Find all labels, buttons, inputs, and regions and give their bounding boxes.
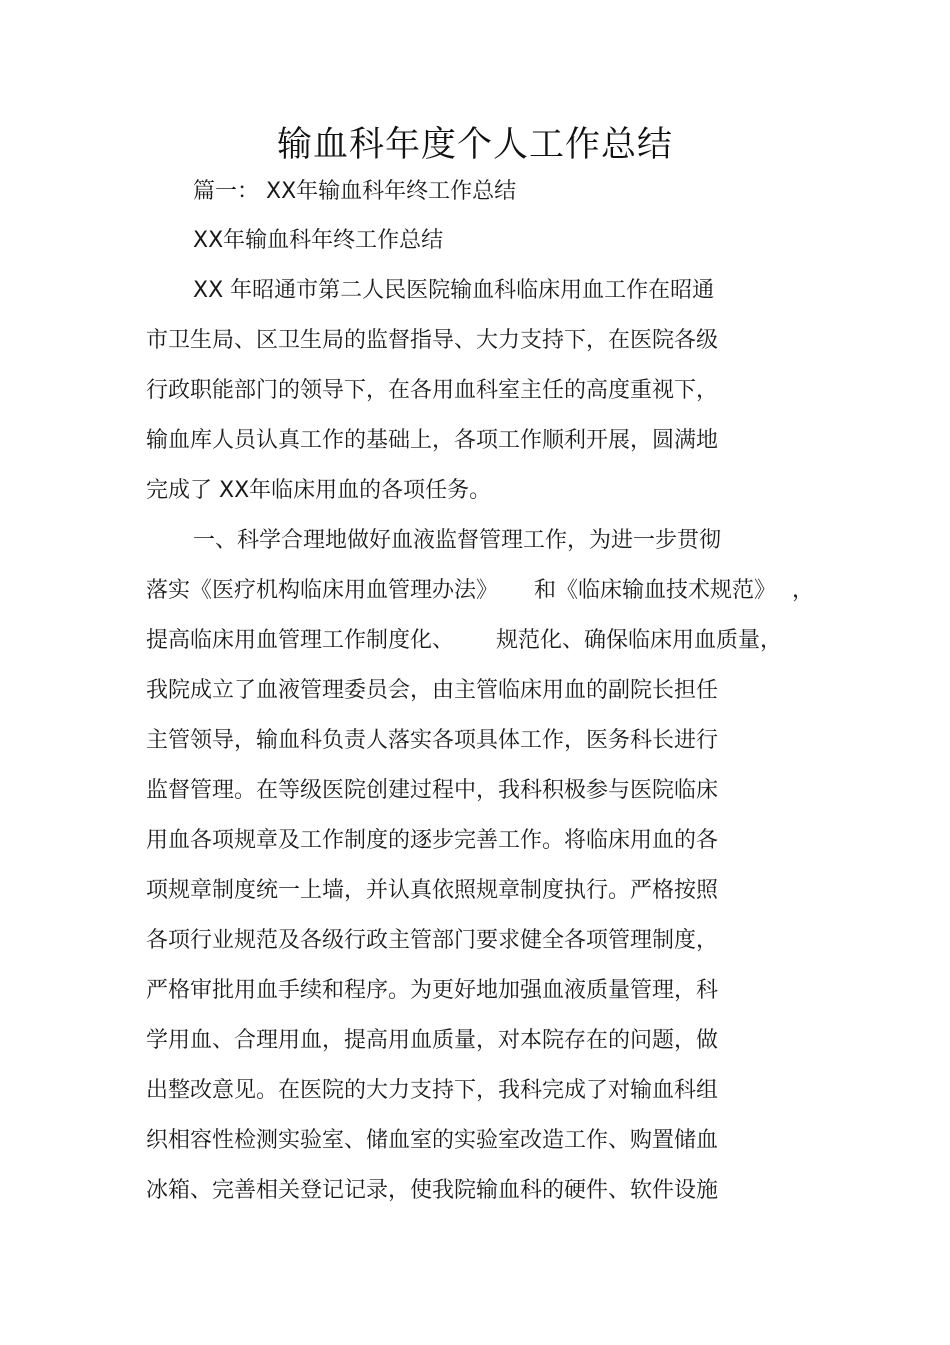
paragraph-line: 项规章制度统一上墙，并认真依照规章制度执行。严格按照 (146, 878, 719, 903)
paragraph-line-segment: 落实《医疗机构临床用血管理办法》 (146, 578, 499, 603)
document-title: 输血科年度个人工作总结 (276, 125, 673, 165)
paragraph-line: 行政职能部门的领导下，在各用血科室主任的高度重视下， (146, 378, 719, 403)
paragraph-line: 我院成立了血液管理委员会，由主管临床用血的副院长担任 (146, 678, 719, 703)
paragraph-line-segment: ， (792, 578, 815, 603)
paragraph-line-segment: 规范化、确保临床用血质量， (496, 628, 783, 653)
paragraph-line: 市卫生局、区卫生局的监督指导、大力支持下，在医院各级 (146, 328, 719, 353)
paragraph-line-segment: 和《临床输血技术规范》 (534, 578, 777, 603)
paragraph-line: 用血各项规章及工作制度的逐步完善工作。将临床用血的各 (146, 828, 719, 853)
paragraph-line: 监督管理。在等级医院创建过程中，我科积极参与医院临床 (146, 778, 719, 803)
paragraph-line-segment: 提高临床用血管理工作制度化、 (146, 628, 455, 653)
paragraph-line: XX 年昭通市第二人民医院输血科临床用血工作在昭通 (193, 278, 715, 303)
paragraph-line: 出整改意见。在医院的大力支持下，我科完成了对输血科组 (146, 1078, 719, 1103)
subheading: XX年输血科年终工作总结 (193, 228, 444, 253)
paragraph-line: 织相容性检测实验室、储血室的实验室改造工作、购置储血 (146, 1128, 719, 1153)
paragraph-line: 冰箱、完善相关登记记录，使我院输血科的硬件、软件设施 (146, 1178, 719, 1203)
section-heading: 篇一： XX年输血科年终工作总结 (193, 179, 517, 204)
paragraph-line: 主管领导，输血科负责人落实各项具体工作，医务科长进行 (146, 728, 719, 753)
paragraph-line: 一、科学合理地做好血液监督管理工作，为进一步贯彻 (193, 528, 722, 553)
paragraph-line: 各项行业规范及各级行政主管部门要求健全各项管理制度， (146, 928, 719, 953)
paragraph-line: 完成了 XX年临床用血的各项任务。 (146, 478, 492, 503)
paragraph-line: 学用血、合理用血，提高用血质量，对本院存在的问题，做 (146, 1028, 719, 1053)
paragraph-line: 输血库人员认真工作的基础上，各项工作顺利开展，圆满地 (146, 428, 719, 453)
paragraph-line: 严格审批用血手续和程序。为更好地加强血液质量管理，科 (146, 978, 719, 1003)
